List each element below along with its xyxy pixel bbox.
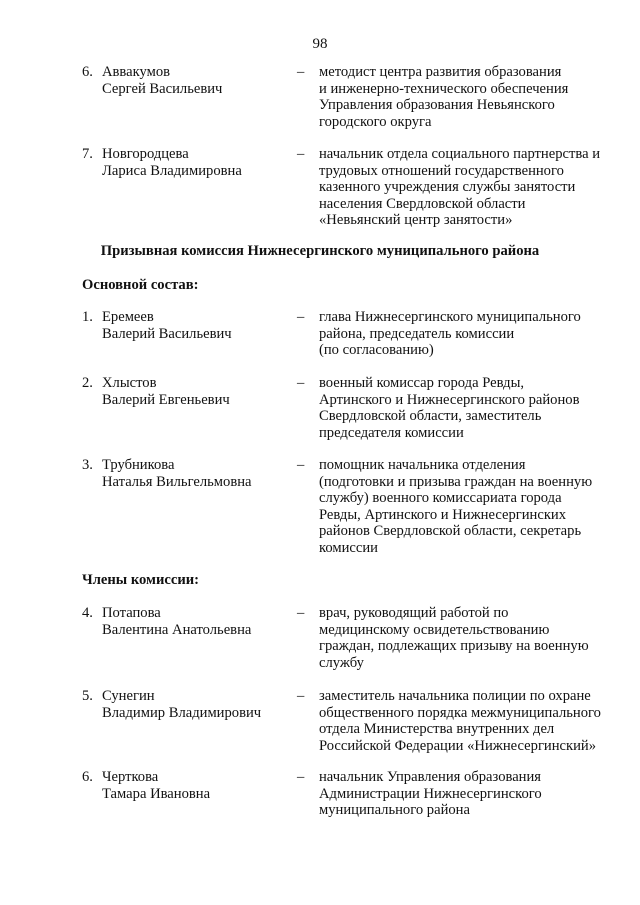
position-line: службу — [319, 654, 364, 671]
position-line: заместитель начальника полиции по охране — [319, 688, 591, 704]
entry-number: 6. — [82, 64, 93, 80]
person-surname: Аввакумов — [102, 64, 171, 80]
person-name — [102, 605, 251, 638]
entry-dash: – — [297, 688, 305, 704]
person-surname: Трубникова — [102, 457, 175, 473]
entry-dash: – — [297, 146, 305, 162]
position-line: начальник Управления образования — [319, 769, 541, 785]
position-line: муниципального района — [319, 802, 470, 818]
position-line: (подготовки и призыва граждан на военную — [319, 473, 593, 490]
entry-dash: – — [297, 605, 305, 621]
position-line: Администрации Нижнесергинского — [319, 785, 542, 802]
person-surname: Новгородцева — [102, 146, 189, 162]
position-line: городского округа — [319, 113, 432, 130]
entry-number: 4. — [82, 605, 93, 621]
entry-number: 1. — [82, 309, 93, 325]
position-line: (по согласованию) — [319, 342, 434, 358]
person-given-name: Тамара Ивановна — [102, 785, 211, 802]
position-description — [319, 688, 629, 754]
position-description — [319, 769, 629, 819]
position-line: и инженерно-технического обеспечения — [319, 80, 569, 97]
position-line: начальник отдела социального партнерства и — [319, 146, 601, 162]
entry-number: 2. — [82, 375, 93, 391]
person-name — [102, 688, 261, 721]
person-given-name: Лариса Владимировна — [102, 162, 242, 179]
person-surname: Черткова — [102, 769, 159, 785]
person-name — [102, 64, 222, 97]
entry-number: 7. — [82, 146, 93, 162]
entry-dash: – — [297, 309, 305, 325]
person-name — [102, 375, 230, 408]
entry-dash: – — [297, 375, 305, 391]
person-given-name: Наталья Вильгельмовна — [102, 473, 252, 490]
person-surname: Сунегин — [102, 688, 155, 704]
position-line: военный комиссар города Ревды, — [319, 375, 525, 391]
position-line: Российской Федерации «Нижнесергинский» — [319, 737, 597, 754]
person-name — [102, 309, 232, 342]
position-line: помощник начальника отделения — [319, 457, 526, 473]
entry-number: 3. — [82, 457, 93, 473]
position-line: Управления образования Невьянского — [319, 97, 555, 113]
position-line: населения Свердловской области — [319, 195, 526, 212]
position-description — [319, 605, 629, 671]
position-line: отдела Министерства внутренних дел — [319, 721, 555, 737]
person-surname: Еремеев — [102, 309, 154, 325]
entry-dash: – — [297, 64, 305, 80]
position-line: методист центра развития образования — [319, 64, 562, 80]
person-surname: Потапова — [102, 605, 161, 621]
person-given-name: Владимир Владимирович — [102, 704, 262, 721]
person-given-name: Валерий Евгеньевич — [102, 391, 230, 408]
person-name — [102, 146, 242, 179]
entry-dash: – — [297, 769, 305, 785]
position-line: казенного учреждения службы занятости — [319, 179, 576, 195]
position-line: Ревды, Артинского и Нижнесергинских — [319, 506, 567, 523]
position-line: председателя комиссии — [319, 424, 464, 441]
position-description — [319, 64, 629, 130]
person-given-name: Валерий Васильевич — [102, 325, 232, 342]
position-line: медицинскому освидетельствованию — [319, 621, 550, 638]
person-surname: Хлыстов — [102, 375, 157, 391]
main-composition-heading: Основной состав: — [82, 277, 199, 293]
person-given-name: Сергей Васильевич — [102, 80, 223, 97]
position-line: глава Нижнесергинского муниципального — [319, 309, 581, 325]
position-line: врач, руководящий работой по — [319, 605, 509, 621]
position-description — [319, 309, 629, 359]
section-title: Призывная комиссия Нижнесергинского муниципального района — [100, 243, 540, 259]
position-line: общественного порядка межмуниципального — [319, 704, 601, 721]
entry-number: 5. — [82, 688, 93, 704]
position-line: района, председатель комиссии — [319, 325, 515, 342]
position-line: районов Свердловской области, секретарь — [319, 523, 582, 539]
position-line: «Невьянский центр занятости» — [319, 212, 513, 228]
position-line: Артинского и Нижнесергинского районов — [319, 391, 580, 408]
position-description — [319, 375, 629, 441]
members-heading: Члены комиссии: — [82, 572, 200, 588]
position-line: службу) военного комиссариата города — [319, 490, 562, 506]
person-name — [102, 457, 252, 490]
entry-dash: – — [297, 457, 305, 473]
entry-number: 6. — [82, 769, 93, 785]
person-name — [102, 769, 210, 802]
position-line: Свердловской области, заместитель — [319, 408, 542, 424]
position-description — [319, 457, 629, 556]
person-given-name: Валентина Анатольевна — [102, 621, 252, 638]
position-line: трудовых отношений государственного — [319, 162, 564, 179]
position-description — [319, 146, 629, 229]
position-line: граждан, подлежащих призыву на военную — [319, 638, 589, 654]
page-number: 98 — [312, 36, 328, 52]
position-line: комиссии — [319, 539, 378, 556]
